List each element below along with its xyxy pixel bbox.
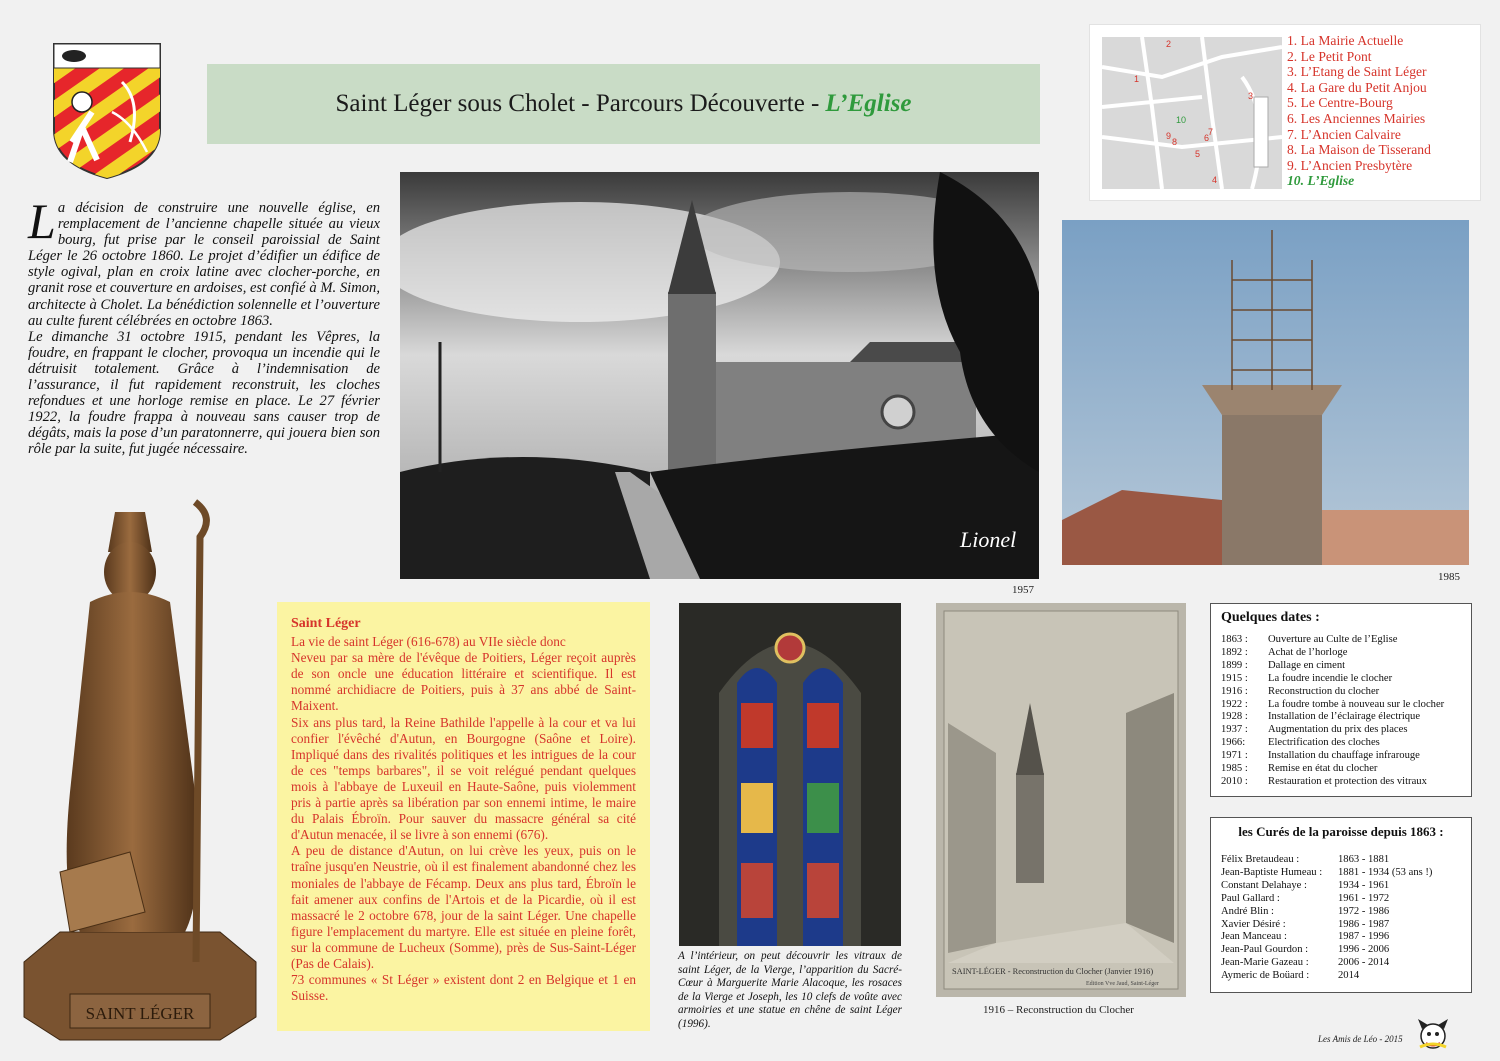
cure-row: Félix Bretaudeau : 1863 - 1881 [1221,854,1390,865]
cure-row: Jean-Marie Gazeau : 2006 - 2014 [1221,957,1390,969]
map-marker-4: 4 [1212,175,1218,185]
route-item: 1. La Mairie Actuelle [1287,33,1404,48]
date-row: 1928 : Installation de l’éclairage électrique [1221,711,1421,723]
cure-row: Xavier Désiré : 1986 - 1987 [1221,918,1390,930]
saint-statue-photo [20,492,260,1042]
map-marker-10: 10 [1176,115,1187,125]
page-title: Saint Léger sous Cholet - Parcours Découverte - [335,90,820,117]
map-marker-2: 2 [1166,39,1172,49]
postcard-text: SAINT-LÉGER - Reconstruction du Clocher (Janvier 1916) [952,967,1154,976]
footer-credit: Les Amis de Léo - 2015 [1318,1034,1403,1044]
saint-heading: Saint Léger [291,616,361,631]
photo-caption-1985: 1985 [1438,571,1460,583]
intro-text-1: a décision de construire une nouvelle église, en remplacement de l’ancienne chapelle située au vieux bourg, fut prise par le conseil paroissial de Saint Léger le 26 octobre 1860. Le projet d’édifier un édifice de style ogival, plan en croix latine avec clocher-porche, en granit rose et couverture en ardoises, est confié à M. Simon, architecte à Cholet. La bénédiction solennelle et l’ouverture au culte furent célébrées en octobre 1863. [28,200,380,329]
saint-paragraph: 73 communes « St Léger » existent dont 2 en Belgique et 1 en Suisse. [291,972,636,1004]
statue-label: SAINT LÉGER [85,1004,195,1023]
saint-leger-panel [277,602,650,1031]
intro-text-2: Le dimanche 31 octobre 1915, pendant les Vêpres, la foudre, en frappant le clocher, provoqua un incendie qui le détruisit totalement. Grâce à l’indemnisation de l’assurance, il fut rapidement reconstruit, les cloches refondues et une horloge remise en place. Le 27 février 1922, la foudre frappa à nouveau sans causer trop de dégâts, mais la pose d’un paratonnerre, qui jouera bien son rôle par la suite, fut jugée nécessaire. [28,328,380,458]
date-row: 1922 : La foudre tombe à nouveau sur le clocher [1221,698,1445,710]
route-item: 4. La Gare du Petit Anjou [1287,79,1427,95]
cure-row: Jean-Baptiste Humeau : 1881 - 1934 (53 ans !) [1221,866,1433,878]
stained-glass-photo [679,603,901,946]
route-item-current: 10. L’Eglise [1287,173,1355,189]
cure-row: Aymeric de Boüard : 2014 [1221,970,1360,982]
dates-panel [1210,603,1472,797]
map-marker-9: 9 [1166,131,1172,141]
route-item: 2. Le Petit Pont [1287,48,1372,64]
cure-row: André Blin : 1972 - 1986 [1221,905,1390,917]
postcard-caption: 1916 – Reconstruction du Clocher [983,1004,1134,1016]
cure-row: Paul Gallard : 1961 - 1972 [1221,892,1390,904]
postcard-edition: Edition Vve Jaud, Saint-Léger [1086,981,1159,987]
saint-paragraph: La vie de saint Léger (616-678) au VIIe siècle donc [291,634,566,650]
cures-heading: les Curés de la paroisse depuis 1863 : [1238,824,1444,839]
mascot-logo [1416,1017,1450,1051]
date-row: 1892 : Achat de l’horloge [1221,646,1348,658]
map-marker-6: 6 [1204,133,1210,143]
date-row: 1863 : Ouverture au Culte de l’Eglise [1221,634,1398,645]
photo-caption-1957: 1957 [1012,584,1034,596]
map-marker-3: 3 [1248,91,1254,101]
church-photo-1985 [1062,220,1469,565]
cures-panel [1210,817,1472,993]
drop-cap: L [28,193,56,249]
cure-row: Jean Manceau : 1987 - 1996 [1221,931,1390,943]
map-panel [1089,24,1481,201]
date-row: 1966: Electrification des cloches [1221,737,1380,749]
route-item: 8. La Maison de Tisserand [1287,142,1431,158]
date-row: 1937 : Augmentation du prix des places [1221,724,1408,736]
saint-paragraph: Six ans plus tard, la Reine Bathilde l'appelle à la cour et va lui confier l'évêché d'Autun, en Bourgogne (Saône et Loire). Impliqué dans des rivalités politiques et les intrigues de la cour de ces "temps barbares", il se voit relégué pendant quelques mois à l'abbaye de Luxeuil en Haute-Saône, puis violemment pris à partie après sa libération par son ennemi intime, le maire du Palais Ébroïn. Pour sauver du massacre général sa cité d'Autun menacée, il se livre à son ennemi (676). [291,714,636,843]
date-row: 1971 : Installation du chauffage infrarouge [1221,750,1420,762]
postcard-1916 [936,603,1186,997]
saint-paragraph: Neveu par sa mère de l'évêque de Poitiers, Léger reçoit auprès de son oncle une éducation littéraire et scientifique. Il est nommé archidiacre de Poitiers, puis à 37 ans abbé de Saint-Maixent. [291,650,636,714]
map-marker-5: 5 [1195,149,1201,159]
page-title-accent: L’Eglise [825,90,912,117]
map-marker-1: 1 [1134,74,1140,84]
intro-paragraph [28,193,380,458]
date-row: 1915 : La foudre incendie le clocher [1221,672,1393,684]
route-item: 6. Les Anciennes Mairies [1287,110,1426,126]
route-map [1102,37,1282,189]
date-row: 1985 : Remise en état du clocher [1221,763,1378,775]
cure-row: Constant Delahaye : 1934 - 1961 [1221,879,1390,891]
coat-of-arms [52,42,162,180]
route-item: 7. L’Ancien Calvaire [1287,126,1401,142]
date-row: 1899 : Dallage en ciment [1221,659,1346,671]
photo-signature: Lionel [960,527,1017,552]
map-marker-7: 7 [1208,127,1214,137]
route-list [1287,33,1431,189]
map-marker-8: 8 [1172,137,1178,147]
cure-row: Jean-Paul Gourdon : 1996 - 2006 [1221,944,1390,956]
date-row: 2010 : Restauration et protection des vitraux [1221,775,1427,787]
church-photo-1957 [400,172,1039,579]
dates-heading: Quelques dates : [1221,610,1320,625]
date-row: 1916 : Reconstruction du clocher [1221,685,1380,697]
saint-paragraph: A peu de distance d'Autun, on lui crève les yeux, puis on le traîne jusqu'en Neustrie, où il est finalement abandonné chez les moniales de l'abbaye de Fécamp. Deux ans plus tard, Ébroïn le fait amener aux confins de l'Artois et de la Picardie, où il est massacré le 2 octobre 678, jour de la saint Léger. Une chapelle figure l'emplacement du martyre. Elle est située en pleine forêt, sur la commune de Lucheux (Somme), près de Sus-Saint-Léger (Pas de Calais). [291,843,636,971]
route-item: 5. Le Centre-Bourg [1287,95,1393,111]
title-banner [207,64,1040,144]
stained-glass-caption: A l’intérieur, on peut découvrir les vitraux de saint Léger, de la Vierge, l’apparition du Sacré-Cœur à Marguerite Marie Alacoque, les rosaces de la Vierge et Joseph, les 10 clefs de voûte avec armoiries et une statue en chêne de saint Léger (1996). [678,950,902,1030]
route-item: 3. L’Etang de Saint Léger [1287,64,1427,80]
route-item: 9. L’Ancien Presbytère [1287,157,1413,173]
